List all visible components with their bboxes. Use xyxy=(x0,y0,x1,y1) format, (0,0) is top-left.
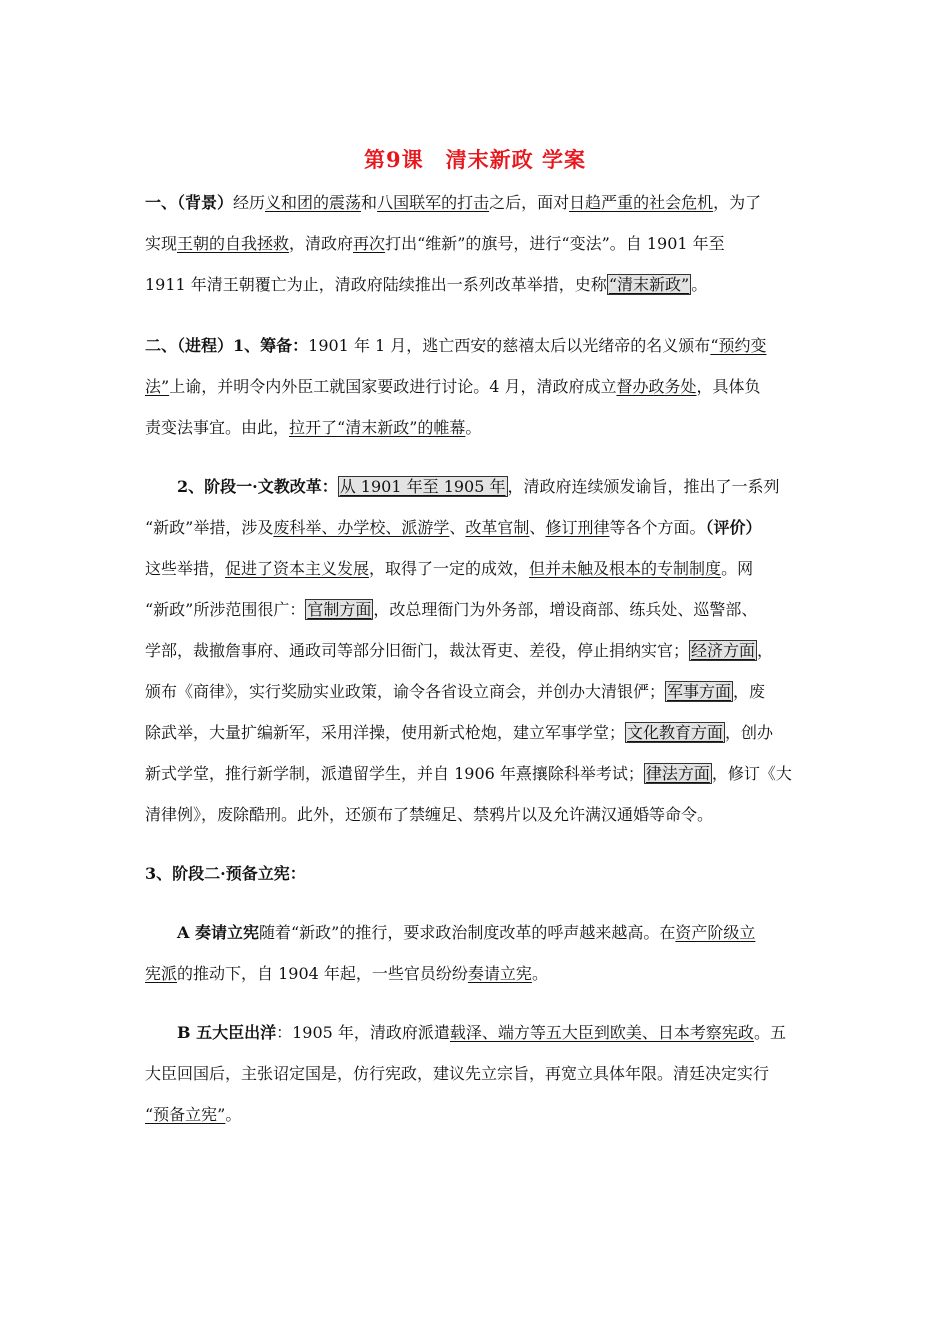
underlined-phrase: 改革官制 xyxy=(465,518,530,537)
text: ，为了 xyxy=(713,193,762,212)
text: 经历 xyxy=(233,193,266,212)
boxed-term: 律法方面 xyxy=(645,764,710,783)
underlined-phrase: 资产阶级立 xyxy=(675,923,756,942)
text: ， xyxy=(757,641,774,660)
text-line xyxy=(145,589,805,630)
text: 这些举措， xyxy=(145,559,226,578)
underlined-phrase: 废科举、办学校、派游学 xyxy=(273,518,450,537)
text: 新式学堂，推行新学制，派遣留学生，并自 1906 年熹攘除科举考试； xyxy=(145,764,644,783)
text: ，改总理衙门为外务部，增设商部、练兵处、巡警部、 xyxy=(373,600,758,619)
text-line xyxy=(145,630,805,671)
text: ，修订《大 xyxy=(711,764,792,783)
text: 打出“维新”的旗号，进行“变法”。自 1901 年至 xyxy=(385,234,725,253)
underlined-phrase: 拉开了“清末新政”的帷幕 xyxy=(289,418,466,437)
boxed-term: 经济方面 xyxy=(691,641,756,660)
text: 。 xyxy=(531,964,548,983)
text-line xyxy=(145,953,805,994)
underlined-phrase: “预约变 xyxy=(710,336,767,355)
text: 清律例》，废除酷刑。此外，还颁布了禁缠足、禁鸦片以及允许满汉通婚等命令。 xyxy=(145,805,714,824)
section-background xyxy=(145,182,805,305)
section-heading: 3、阶段二·预备立宪： xyxy=(145,864,306,883)
text: ，清政府 xyxy=(289,234,354,253)
underlined-phrase: 奏请立宪 xyxy=(467,964,532,983)
text: 学部，裁撤詹事府、通政司等部分旧衙门，裁汰胥吏、差役，停止捐纳实官； xyxy=(145,641,690,660)
text-line xyxy=(145,548,805,589)
text-line xyxy=(145,466,805,507)
text-line xyxy=(145,366,805,407)
boxed-term: 军事方面 xyxy=(667,682,732,701)
underlined-phrase: 修订刑律 xyxy=(545,518,610,537)
section-heading: 2、阶段一·文教改革： xyxy=(177,477,338,496)
underlined-phrase: 督办政务处 xyxy=(616,377,697,396)
text: 上谕，并明令内外臣工就国家要政进行讨论。4 月，清政府成立 xyxy=(169,377,617,396)
text: ，取得了一定的成效， xyxy=(369,559,530,578)
underlined-phrase: 王朝的自我拯救 xyxy=(177,234,290,253)
text-line xyxy=(145,1053,805,1094)
text-line xyxy=(145,1094,805,1135)
text-line xyxy=(145,671,805,712)
underlined-phrase: 八国联军的打击 xyxy=(377,193,490,212)
text: “新政”所涉范围很广： xyxy=(145,600,306,619)
text: 。 xyxy=(465,418,482,437)
text-line xyxy=(145,1012,805,1053)
section-petition xyxy=(145,912,805,994)
boxed-term: 官制方面 xyxy=(307,600,372,619)
section-stage-two xyxy=(145,853,805,894)
underlined-phrase: 再次 xyxy=(353,234,386,253)
text: 颁布《商律》，实行奖励实业政策，谕令各省设立商会，并创办大清银俨； xyxy=(145,682,666,701)
boxed-term: 文化教育方面 xyxy=(627,723,724,742)
text: 大臣回国后，主张诏定国是，仿行宪政，建议先立宗旨，再宽立具体年限。清廷决定实行 xyxy=(145,1064,770,1083)
text: 、 xyxy=(529,518,546,537)
underlined-phrase: 促进了资本主义发展 xyxy=(225,559,370,578)
section-heading: A 奏请立宪 xyxy=(177,923,259,942)
text: 责变法事宜。由此， xyxy=(145,418,290,437)
underlined-phrase: “预备立宪” xyxy=(145,1105,226,1124)
text: 。五 xyxy=(753,1023,786,1042)
text: 之后，面对 xyxy=(489,193,570,212)
underlined-phrase: 载泽、端方等五大臣到欧美、日本考察宪政 xyxy=(449,1023,754,1042)
underlined-phrase: 日趋严重的社会危机 xyxy=(569,193,714,212)
evaluation-label: （评价） xyxy=(705,518,762,537)
text: 和 xyxy=(361,193,378,212)
text-line xyxy=(145,712,805,753)
text: 实现 xyxy=(145,234,178,253)
text: ，清政府连续颁发谕旨，推出了一系列 xyxy=(507,477,780,496)
text-line xyxy=(145,182,805,223)
page-title: 第9课 清末新政 学案 xyxy=(364,147,586,172)
text-line xyxy=(145,264,805,305)
text-line xyxy=(145,507,805,548)
text: 。 xyxy=(225,1105,242,1124)
text: 随着“新政”的推行，要求政治制度改革的呼声越来越高。在 xyxy=(259,923,676,942)
text: 。网 xyxy=(721,559,754,578)
section-ministers-abroad xyxy=(145,1012,805,1135)
text-line xyxy=(145,753,805,794)
text: ：1905 年，清政府派遣 xyxy=(276,1023,450,1042)
text: 1911 年清王朝覆亡为止，清政府陆续推出一系列改革举措，史称 xyxy=(145,275,607,294)
underlined-phrase: 法” xyxy=(145,377,170,396)
underlined-phrase: 但并未触及根本的专制制度 xyxy=(529,559,722,578)
text: 除武举，大量扩编新军，采用洋操，使用新式枪炮，建立军事学堂； xyxy=(145,723,626,742)
text: ，废 xyxy=(733,682,766,701)
section-heading: B 五大臣出洋 xyxy=(177,1023,277,1042)
text: 、 xyxy=(449,518,466,537)
text: “新政”举措，涉及 xyxy=(145,518,274,537)
section-heading: 二、（进程）1、筹备： xyxy=(145,336,309,355)
text-line xyxy=(145,912,805,953)
section-heading: 一、（背景） xyxy=(145,193,234,212)
boxed-term: “清末新政” xyxy=(608,275,690,294)
text: 等各个方面。 xyxy=(609,518,706,537)
boxed-term: 从 1901 年至 1905 年 xyxy=(339,477,506,496)
text-line xyxy=(145,223,805,264)
text: 1901 年 1 月，逃亡西安的慈禧太后以光绪帝的名义颁布 xyxy=(308,336,711,355)
underlined-phrase: 义和团的震荡 xyxy=(265,193,362,212)
text: 的推动下，自 1904 年起，一些官员纷纷 xyxy=(177,964,468,983)
text: ，具体负 xyxy=(696,377,761,396)
text-line xyxy=(145,794,805,835)
section-stage-one xyxy=(145,466,805,835)
underlined-phrase: 宪派 xyxy=(145,964,178,983)
section-process xyxy=(145,325,805,448)
text: 。 xyxy=(691,275,708,294)
text-line xyxy=(145,407,805,448)
text: ，创办 xyxy=(725,723,774,742)
text-line xyxy=(145,325,805,366)
